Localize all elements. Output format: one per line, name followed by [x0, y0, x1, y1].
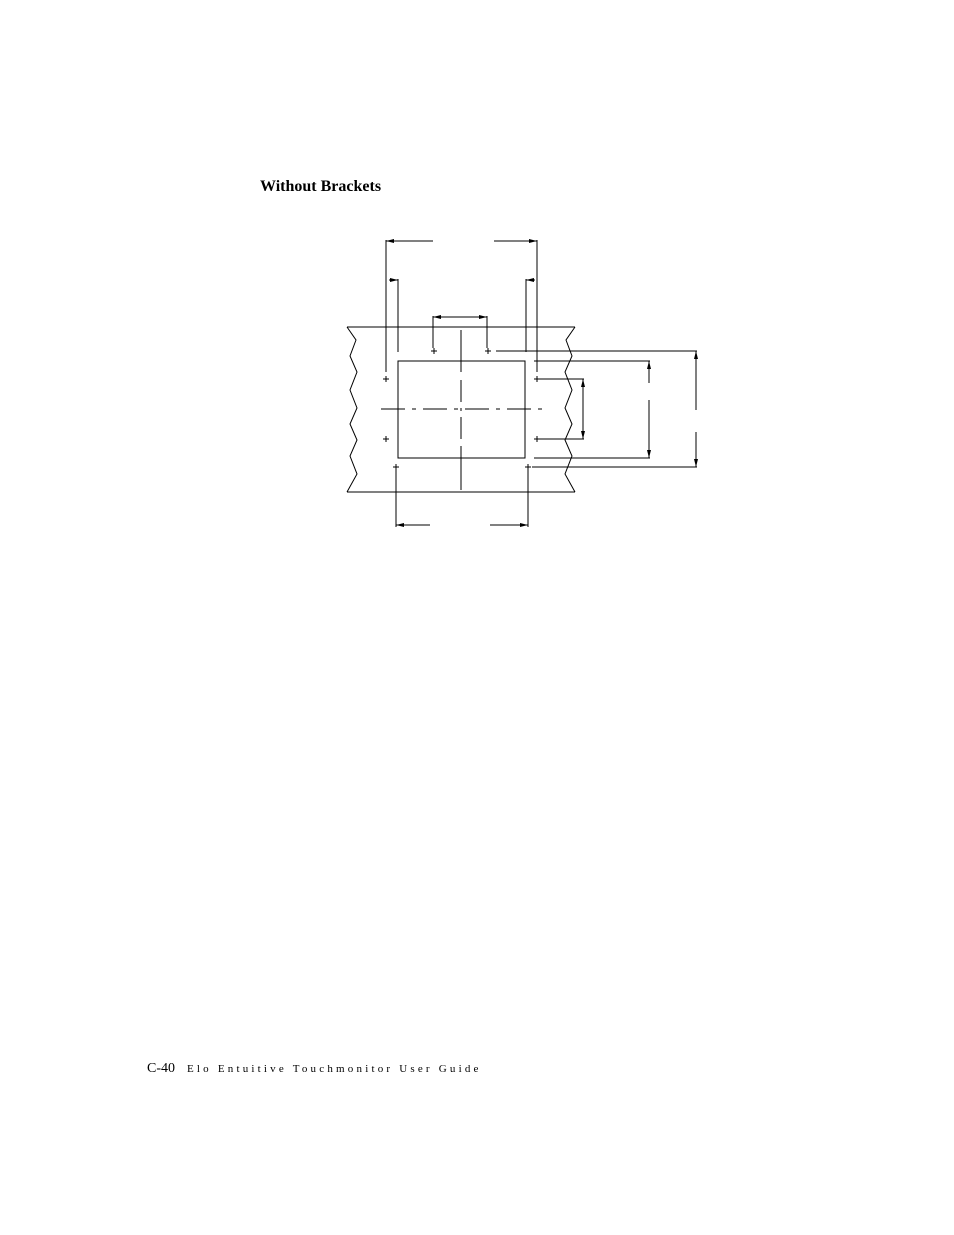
panel-left-break: [347, 327, 357, 492]
arrowhead: [433, 315, 441, 319]
page-footer: [147, 1061, 482, 1077]
arrowhead: [396, 523, 404, 527]
arrowhead: [390, 278, 398, 282]
arrowhead: [694, 459, 698, 467]
arrowhead: [647, 361, 651, 369]
section-heading: Without Brackets: [260, 178, 382, 195]
arrowhead: [581, 431, 585, 439]
mounting-hole: [393, 464, 399, 470]
mounting-hole: [383, 436, 389, 442]
mounting-hole: [431, 348, 437, 354]
arrowhead: [526, 278, 534, 282]
mounting-hole: [485, 348, 491, 354]
arrowhead: [386, 239, 394, 243]
guide-title: Elo Entuitive Touchmonitor User Guide: [187, 1063, 482, 1075]
mounting-hole: [383, 376, 389, 382]
mounting-hole: [534, 436, 540, 442]
arrowhead: [479, 315, 487, 319]
page-number: C-40: [147, 1061, 175, 1076]
arrowhead: [647, 450, 651, 458]
arrowhead: [529, 239, 537, 243]
arrowhead: [581, 379, 585, 387]
arrowhead: [694, 351, 698, 359]
mounting-hole: [534, 376, 540, 382]
arrowhead: [520, 523, 528, 527]
mounting-hole: [525, 464, 531, 470]
